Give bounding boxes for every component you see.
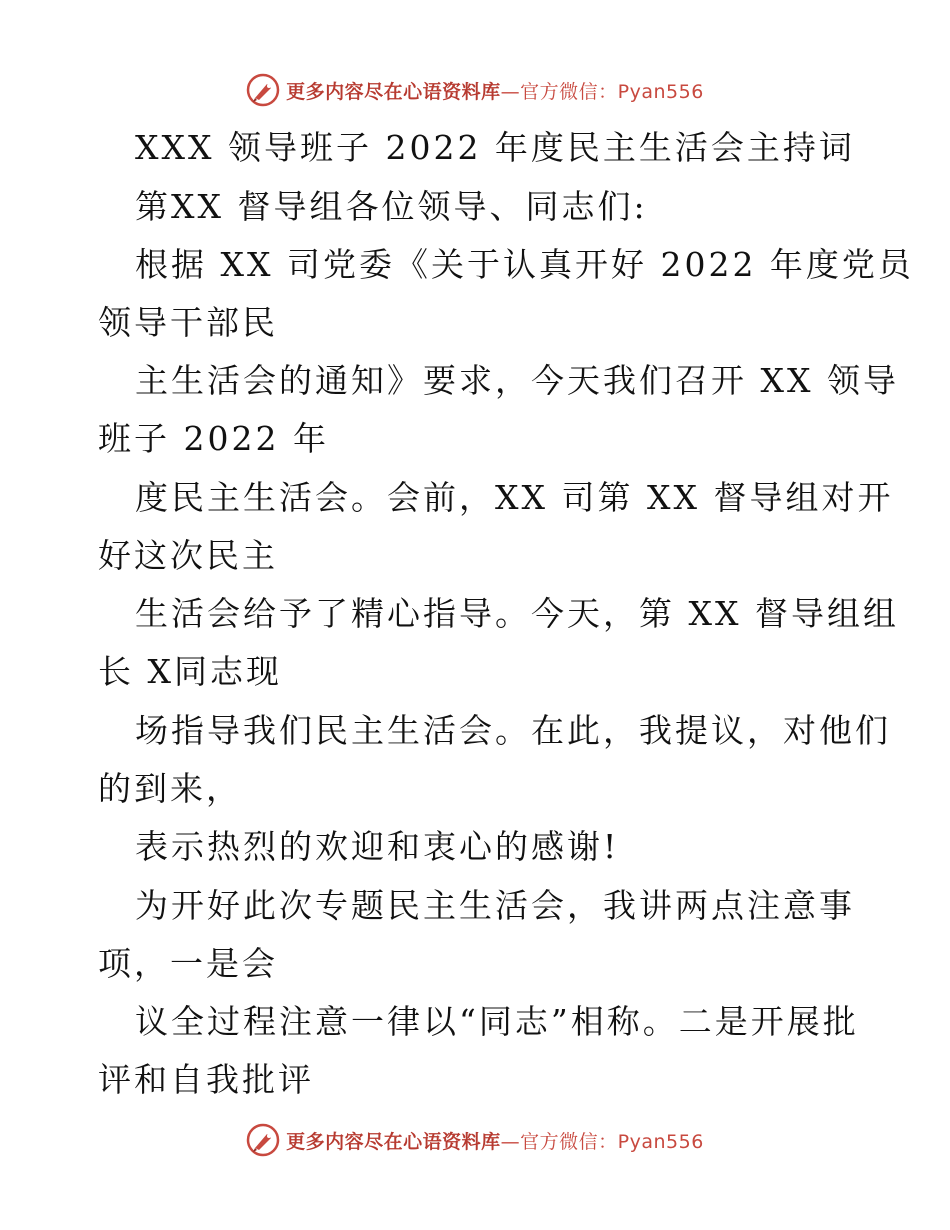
watermark-separator: — [500, 80, 521, 103]
paragraph-line: 长 X同志现 [98, 652, 282, 691]
paragraph-line: 度民主生活会。会前，XX 司第 XX 督导组对开 [135, 478, 894, 517]
watermark-brand-text: 更多内容尽在心语资料库 [286, 80, 501, 103]
paragraph-line: 班子 2022 年 [98, 419, 329, 458]
paragraph-line: 议全过程注意一律以“同志”相称。二是开展批 [135, 1002, 859, 1041]
paragraph-line: 为开好此次专题民主生活会，我讲两点注意事 [135, 886, 855, 925]
watermark-contact-text: 官方微信：Pyan556 [520, 80, 704, 103]
paragraph-line: 根据 XX 司党委《关于认真开好 2022 年度党员 [135, 245, 914, 284]
paragraph-line: 评和自我批评 [98, 1060, 314, 1099]
pen-logo-icon [246, 1123, 280, 1157]
paragraph-line: 领导干部民 [98, 303, 278, 342]
document-title: XXX 领导班子 2022 年度民主生活会主持词 [135, 128, 855, 167]
watermark-banner-bottom [0, 1120, 950, 1160]
paragraph-line: 主生活会的通知》要求，今天我们召开 XX 领导 [135, 361, 899, 400]
paragraph-line: 的到来， [98, 769, 242, 808]
paragraph-line: 场指导我们民主生活会。在此，我提议，对他们 [135, 711, 891, 750]
paragraph-line: 表示热烈的欢迎和衷心的感谢! [135, 827, 620, 866]
paragraph-line: 生活会给予了精心指导。今天，第 XX 督导组组 [135, 594, 899, 633]
watermark-separator: — [500, 1130, 521, 1153]
paragraph-line: 项，一是会 [98, 944, 278, 983]
watermark-brand-text: 更多内容尽在心语资料库 [286, 1130, 501, 1153]
paragraph-line: 好这次民主 [98, 536, 278, 575]
watermark-contact-text: 官方微信：Pyan556 [520, 1130, 704, 1153]
salutation-line: 第XX 督导组各位领导、同志们: [135, 187, 648, 226]
